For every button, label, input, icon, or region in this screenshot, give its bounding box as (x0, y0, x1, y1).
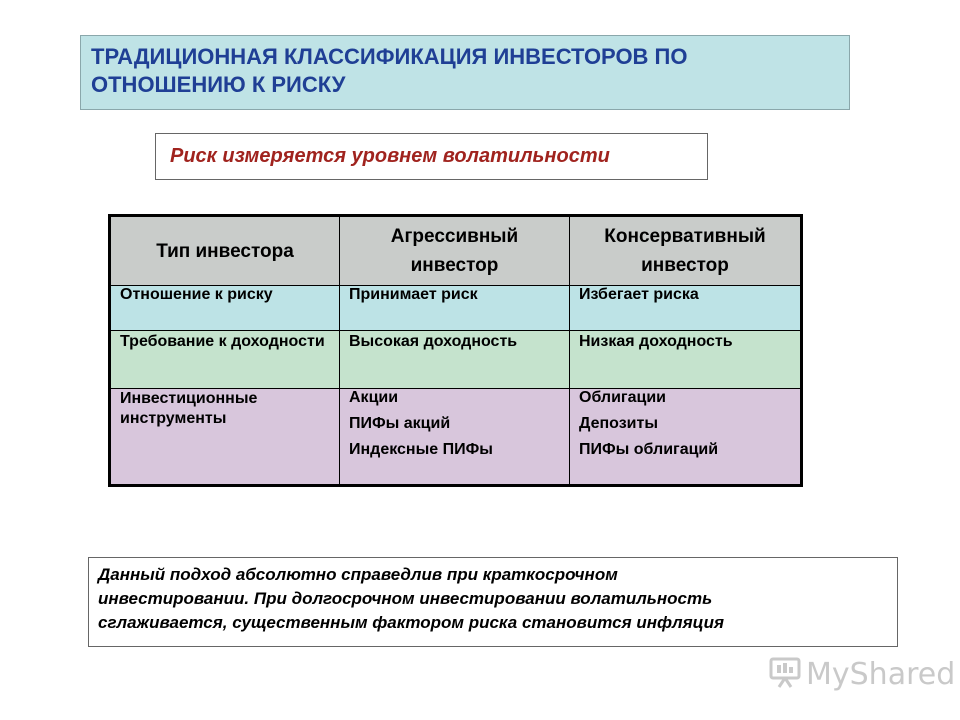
instrument-item: ПИФы акций (349, 415, 451, 432)
note-box (88, 557, 898, 647)
note-line: сглаживается, существенным фактором риска становится инфляция (98, 613, 725, 632)
row-label: Инвестиционные инструменты (110, 389, 340, 486)
instrument-item: Индексные ПИФы (349, 441, 493, 458)
row-label: Отношение к риску (110, 286, 340, 331)
header-investor-type: Тип инвестора (110, 216, 340, 286)
cell-aggressive: Высокая доходность (340, 331, 570, 389)
cell-conservative: Низкая доходность (570, 331, 802, 389)
investor-table (108, 214, 803, 487)
slide-title-line2: ОТНОШЕНИЮ К РИСКУ (91, 72, 346, 97)
header-conservative: Консервативный инвестор (570, 216, 802, 286)
cell-aggressive (340, 389, 570, 486)
table-header-row (110, 216, 802, 286)
table-row (110, 389, 802, 486)
slide-title (80, 35, 850, 110)
instrument-item: ПИФы облигаций (579, 441, 719, 458)
instrument-item: Облигации (579, 389, 666, 406)
table-row (110, 286, 802, 331)
cell-aggressive: Принимает риск (340, 286, 570, 331)
header-aggressive: Агрессивный инвестор (340, 216, 570, 286)
instrument-item: Депозиты (579, 415, 659, 432)
presentation-screen-icon (768, 655, 802, 694)
note-line: инвестировании. При долгосрочном инвестировании волатильность (98, 589, 713, 608)
slide-title-line1: ТРАДИЦИОННАЯ КЛАССИФИКАЦИЯ ИНВЕСТОРОВ ПО (91, 44, 688, 69)
watermark-text: MyShared (806, 656, 956, 692)
row-label: Требование к доходности (110, 331, 340, 389)
table-row (110, 331, 802, 389)
note-line: Данный подход абсолютно справедлив при краткосрочном (98, 565, 618, 584)
cell-conservative: Избегает риска (570, 286, 802, 331)
instrument-item: Акции (349, 389, 399, 406)
cell-conservative (570, 389, 802, 486)
watermark (768, 654, 955, 694)
subtitle-box (155, 133, 708, 180)
subtitle-text: Риск измеряется уровнем волатильности (170, 145, 610, 167)
